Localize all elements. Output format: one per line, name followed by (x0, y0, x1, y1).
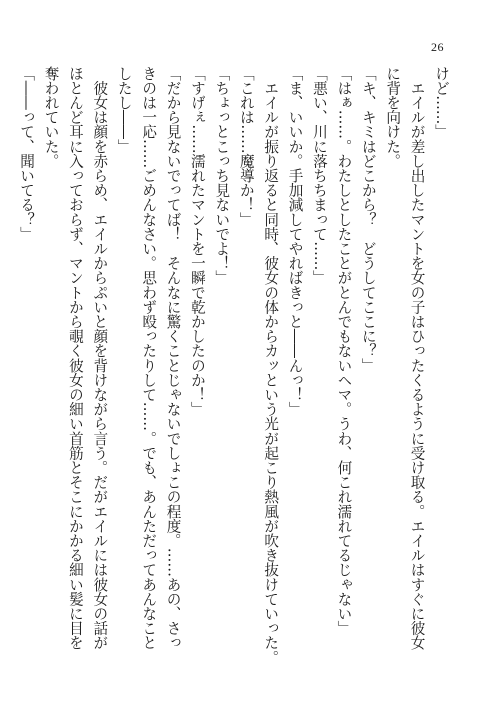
text-line: 「ま、いいか。手加減してやればきっと――んっ！」 (286, 66, 304, 417)
text-line: 奪われていた。 (42, 66, 60, 169)
text-line: に背を向けた。 (384, 66, 402, 169)
text-line: したし――」 (115, 66, 133, 154)
text-line: 「これは……魔導か！」 (237, 66, 255, 227)
text-line: 「だから見ないでってば！ そんなに驚くことじゃないでしょこの程度。……あの、さっ (164, 66, 182, 650)
text-line: エイルが差し出したマントを女の子はひったくるように受け取る。エイルはすぐに彼女 (408, 66, 426, 650)
text-line: きのは一応……ごめんなさい。思わず殴ったりして……。でも、あんただってあんなこと (140, 66, 158, 650)
text-line: 「はぁ……。わたしとしたことがとんでもないヘマ。うわ、何これ濡れてるじゃない」 (335, 66, 353, 636)
text-line: エイルが振り返ると同時、彼女の体からカッという光が起こり熱風が吹き抜けていった。 (262, 66, 280, 665)
text-line: 「すげぇ……濡れたマントを一瞬で乾かしたのか！」 (188, 66, 206, 417)
text-line: 彼女は顔を赤らめ、エイルからぷいと顔を背けながら言う。だがエイルには彼女の話が (91, 66, 109, 650)
text-line: ほとんど耳に入っておらず、マントから覗く彼女の細い首筋とそこにかかる細い髪に目を (66, 66, 84, 650)
body-text (18, 66, 453, 666)
text-line: けど……」 (433, 66, 450, 139)
text-line: 「――って、聞いてる？」 (18, 66, 36, 242)
page-number: 26 (431, 40, 444, 54)
text-line: 「ちょっとこっち見ないでよ！」 (213, 66, 231, 285)
text-line: 「悪い、川に落ちちまって……」 (310, 66, 328, 285)
text-line: 「キ、キミはどこから？ どうしてここに？」 (359, 66, 377, 373)
